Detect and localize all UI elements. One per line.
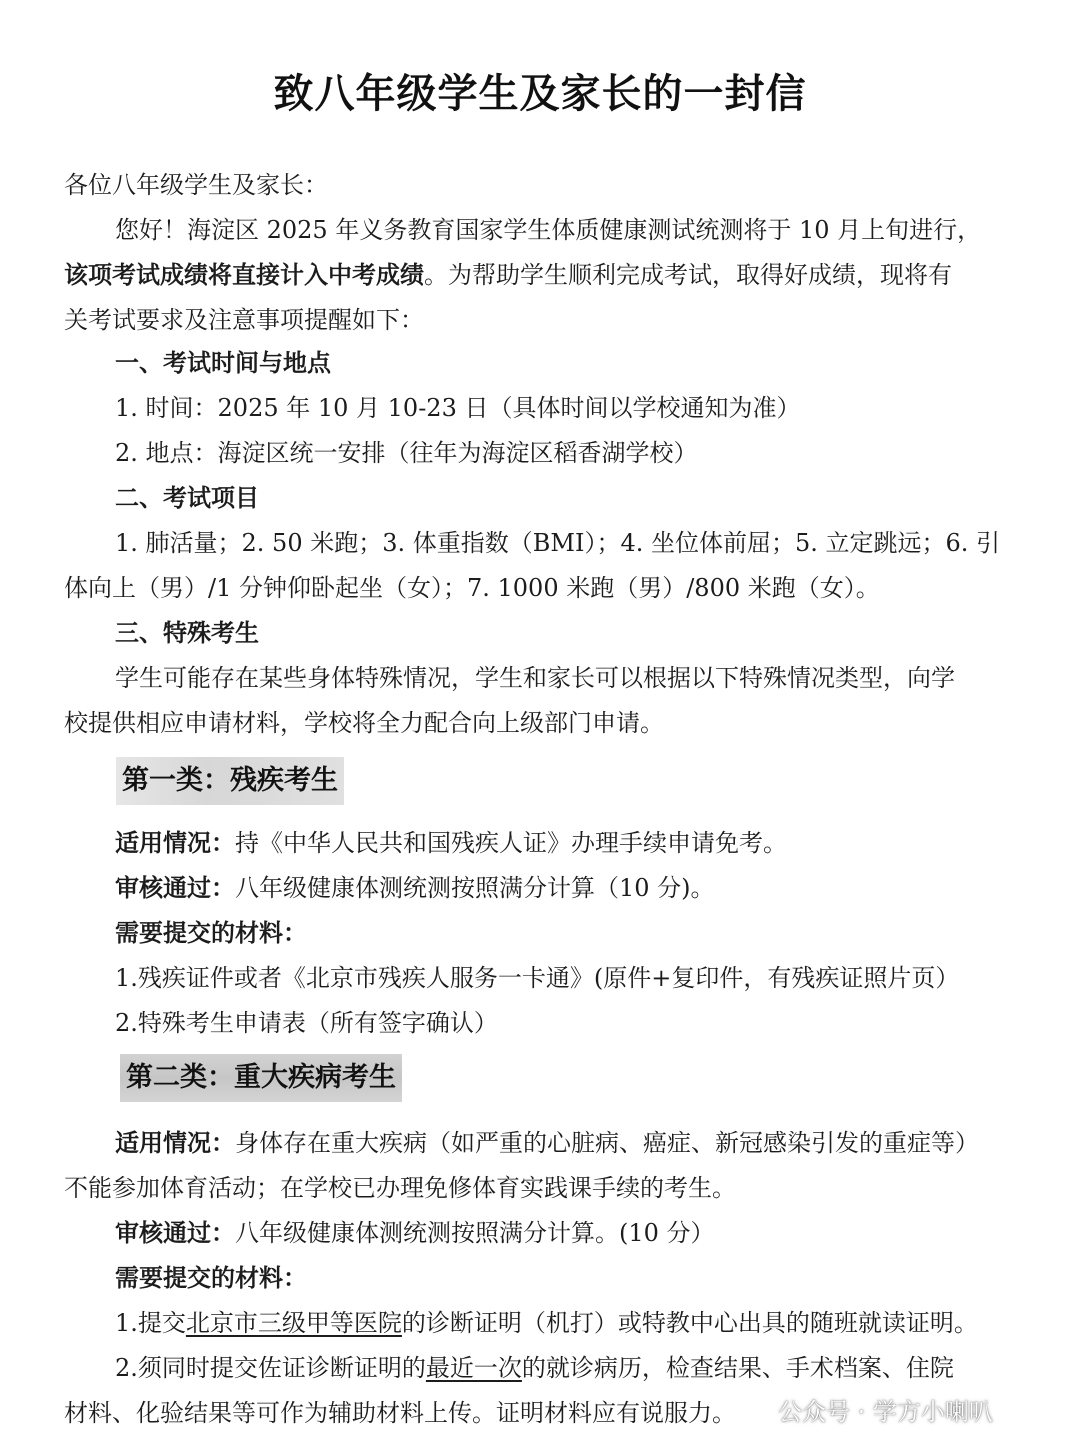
- salutation: 各位八年级学生及家长：: [64, 171, 328, 199]
- category2-material-2: [115, 1351, 1080, 1385]
- category1-applicable-text: 持《中华人民共和国残疾人证》办理手续申请免考。: [235, 829, 787, 857]
- section3-line-2: 校提供相应申请材料，学校将全力配合向上级部门申请。: [64, 709, 664, 737]
- category2-material-1-start: 1.提交: [115, 1309, 186, 1337]
- category1-applicable: [115, 826, 1080, 860]
- page-title: 致八年级学生及家长的一封信: [273, 71, 807, 117]
- category2-pass: [115, 1216, 1080, 1250]
- category2-material-2-start: 2.须同时提交佐证诊断证明的: [115, 1354, 426, 1382]
- watermark-text: 公众号 · 学方小喇叭: [778, 1398, 993, 1426]
- category1-heading: 第一类：残疾考生: [116, 757, 344, 805]
- category2-heading: 第二类：重大疾病考生: [120, 1054, 402, 1102]
- category1-material-2: 2.特殊考生申请表（所有签字确认）: [115, 1009, 498, 1037]
- category1-materials-label: 需要提交的材料：: [115, 919, 307, 947]
- category2-material-1: [115, 1306, 1080, 1340]
- section1-heading: 一、考试时间与地点: [115, 349, 331, 377]
- category1-pass-text: 八年级健康体测统测按照满分计算（10 分)。: [235, 874, 715, 902]
- category2-applicable: [115, 1126, 1080, 1160]
- category2-pass-text: 八年级健康体测统测按照满分计算。(10 分）: [235, 1219, 715, 1247]
- category2-pass-label: 审核通过：: [115, 1219, 235, 1247]
- category2-applicable-label: 适用情况：: [115, 1129, 235, 1157]
- intro-line-2-rest: 。为帮助学生顺利完成考试，取得好成绩，现将有: [424, 261, 952, 289]
- category2-material-1-end: 的诊断证明（机打）或特教中心出具的随班就读证明。: [401, 1309, 978, 1337]
- intro-line-2: [64, 258, 1034, 292]
- watermark: [742, 1394, 993, 1430]
- intro-emphasis: 该项考试成绩将直接计入中考成绩: [64, 261, 424, 289]
- category2-materials-label: 需要提交的材料：: [115, 1264, 307, 1292]
- section1-location: 2. 地点：海淀区统一安排（往年为海淀区稻香湖学校）: [115, 439, 698, 467]
- intro-line-3: 关考试要求及注意事项提醒如下：: [64, 306, 424, 334]
- wechat-official-account-icon: [742, 1400, 772, 1424]
- category2-material-2-end: 的就诊病历，检查结果、手术档案、住院: [521, 1354, 954, 1382]
- intro-line-1: 您好！海淀区 2025 年义务教育国家学生体质健康测试统测将于 10 月上旬进行，: [115, 216, 982, 244]
- section2-line-2: 体向上（男）/1 分钟仰卧起坐（女）；7. 1000 米跑（男）/800 米跑（女）。: [64, 574, 880, 602]
- category2-material-2-line-2: 材料、化验结果等可作为辅助材料上传。证明材料应有说服力。: [64, 1399, 736, 1427]
- underlined-most-recent: 最近一次: [425, 1354, 522, 1382]
- category2-applicable-line-2: 不能参加体育活动；在学校已办理免修体育实践课手续的考生。: [64, 1174, 736, 1202]
- category1-pass-label: 审核通过：: [115, 874, 235, 902]
- category1-material-1: 1.残疾证件或者《北京市残疾人服务一卡通》(原件+复印件，有残疾证照片页）: [115, 964, 960, 992]
- section2-heading: 二、考试项目: [115, 484, 259, 512]
- section1-time: 1. 时间：2025 年 10 月 10-23 日（具体时间以学校通知为准）: [115, 394, 801, 422]
- category1-pass: [115, 871, 1080, 905]
- section2-line-1: 1. 肺活量；2. 50 米跑；3. 体重指数（BMI）；4. 坐位体前屈；5. 立定跳远；6. 引: [115, 529, 1001, 557]
- category2-applicable-text: 身体存在重大疾病（如严重的心脏病、癌症、新冠感染引发的重症等）: [235, 1129, 979, 1157]
- category1-applicable-label: 适用情况：: [115, 829, 235, 857]
- section3-heading: 三、特殊考生: [115, 619, 259, 647]
- section3-line-1: 学生可能存在某些身体特殊情况，学生和家长可以根据以下特殊情况类型，向学: [115, 664, 955, 692]
- underlined-hospital: 北京市三级甲等医院: [185, 1309, 402, 1337]
